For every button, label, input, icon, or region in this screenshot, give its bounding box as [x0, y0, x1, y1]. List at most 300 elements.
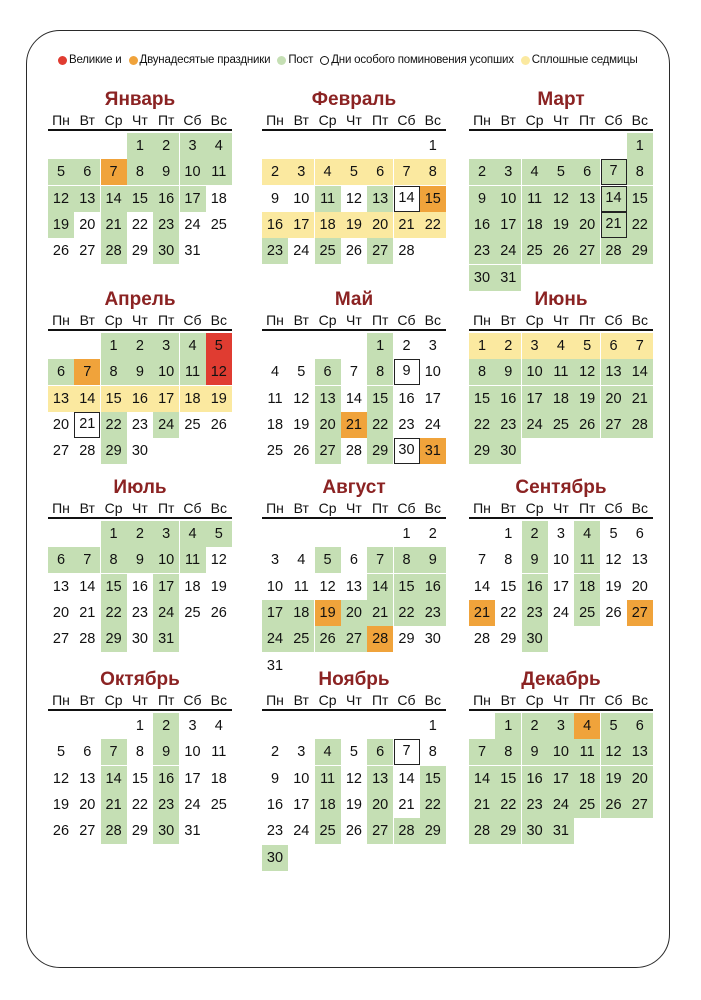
day-cell: 24	[293, 243, 310, 260]
day-cell: 26	[210, 604, 227, 621]
day-cell: 16	[495, 386, 521, 412]
weekday-header: Сб	[183, 692, 202, 708]
day-cell: 3	[180, 133, 206, 159]
day-cell: 18	[315, 212, 341, 238]
day-cell: 20	[574, 212, 600, 238]
day-cell: 6	[627, 713, 653, 739]
red-dot-icon	[58, 56, 67, 65]
month-title: Декабрь	[521, 669, 601, 690]
month-calendar	[262, 670, 446, 870]
weekday-header: Ср	[318, 500, 337, 516]
day-cell: 4	[214, 718, 223, 734]
day-cell: 28	[101, 238, 127, 264]
day-cell: 23	[131, 604, 148, 621]
day-cell: 4	[315, 739, 341, 765]
day-cell: 22	[394, 600, 420, 626]
day-cell: 28	[79, 443, 96, 460]
day-cell: 8	[127, 159, 153, 185]
day-cell: 27	[79, 823, 96, 840]
day-cell: 9	[394, 359, 420, 385]
day-cell: 2	[522, 713, 548, 739]
day-cell: 8	[420, 159, 446, 185]
day-cell: 21	[367, 600, 393, 626]
day-cell: 17	[548, 766, 574, 792]
day-cell: 6	[48, 359, 74, 385]
day-cell: 21	[469, 600, 495, 626]
day-cell: 16	[153, 766, 179, 792]
day-cell: 23	[131, 416, 148, 433]
weekday-header: Ср	[104, 500, 123, 516]
day-cell: 29	[398, 631, 415, 648]
day-cell: 7	[74, 547, 100, 573]
day-cell: 22	[420, 792, 446, 818]
legend-label: Пост	[288, 54, 314, 66]
weekday-header: Сб	[604, 312, 623, 328]
weekday-header: Вт	[293, 500, 309, 516]
header-rule	[48, 709, 232, 711]
day-cell: 3	[188, 718, 197, 734]
day-cell: 5	[601, 713, 627, 739]
day-cell: 26	[548, 238, 574, 264]
weekday-header: Вс	[424, 692, 441, 708]
weekday-header: Ср	[525, 500, 544, 516]
day-cell: 24	[495, 238, 521, 264]
day-cell: 26	[52, 243, 70, 260]
day-cell: 7	[477, 552, 487, 569]
weekday-header: Вс	[424, 112, 441, 128]
day-cell: 1	[101, 333, 127, 359]
day-cell: 8	[504, 552, 513, 569]
weekday-header: Пн	[266, 312, 284, 328]
day-cell: 30	[262, 845, 288, 871]
day-cell: 20	[52, 416, 70, 433]
weekday-header: Вс	[210, 692, 227, 708]
month-calendar	[48, 90, 232, 290]
orange-dot-icon	[129, 56, 138, 65]
day-cell: 16	[398, 390, 415, 407]
weekday-header: Сб	[604, 500, 623, 516]
day-cell: 22	[500, 604, 517, 621]
day-cell: 21	[627, 386, 653, 412]
day-cell: 5	[609, 526, 618, 542]
day-cell: 2	[262, 159, 288, 185]
day-cell: 16	[153, 186, 179, 212]
day-cell: 3	[428, 338, 437, 354]
legend-item-great	[58, 54, 122, 66]
day-cell: 1	[428, 718, 437, 734]
day-cell: 23	[522, 792, 548, 818]
weekday-header: Вс	[210, 112, 227, 128]
month-calendar	[469, 90, 653, 290]
day-cell: 24	[184, 796, 201, 813]
day-cell: 19	[601, 766, 627, 792]
day-cell: 10	[293, 190, 310, 207]
day-cell: 10	[184, 744, 201, 761]
weekday-header: Пн	[473, 500, 491, 516]
day-cell: 10	[266, 578, 284, 595]
weekday-header: Пт	[371, 112, 389, 128]
day-cell: 22	[627, 212, 653, 238]
day-cell: 21	[101, 792, 127, 818]
day-cell: 7	[101, 739, 127, 765]
day-cell: 22	[495, 792, 521, 818]
day-cell: 13	[601, 359, 627, 385]
day-cell: 9	[127, 359, 153, 385]
day-cell: 10	[153, 547, 179, 573]
day-cell: 10	[293, 770, 310, 787]
day-cell: 8	[101, 547, 127, 573]
day-cell: 31	[266, 657, 284, 674]
day-cell: 1	[469, 333, 495, 359]
day-cell: 1	[367, 333, 393, 359]
day-cell: 21	[101, 212, 127, 238]
day-cell: 26	[345, 243, 362, 260]
day-cell: 20	[341, 600, 367, 626]
day-cell: 2	[153, 133, 179, 159]
day-cell: 26	[210, 416, 227, 433]
day-cell: 12	[548, 186, 574, 212]
day-cell: 29	[101, 438, 127, 464]
day-cell: 10	[495, 186, 521, 212]
yellow-dot-icon	[521, 56, 530, 65]
weekday-header: Пт	[157, 312, 175, 328]
day-cell: 26	[52, 823, 70, 840]
day-cell: 18	[315, 792, 341, 818]
day-cell: 9	[127, 547, 153, 573]
day-cell: 31	[184, 243, 201, 260]
day-cell: 4	[548, 333, 574, 359]
day-cell: 16	[266, 796, 284, 813]
weekday-header: Сб	[604, 692, 623, 708]
day-cell: 2	[469, 159, 495, 185]
day-cell: 6	[635, 526, 644, 542]
day-cell: 7	[74, 359, 100, 385]
day-cell: 3	[522, 333, 548, 359]
day-cell: 17	[153, 574, 179, 600]
day-cell: 24	[424, 416, 441, 433]
weekday-header: Пн	[52, 500, 70, 516]
day-cell: 4	[270, 364, 280, 381]
day-cell: 1	[627, 133, 653, 159]
day-cell: 15	[101, 386, 127, 412]
day-cell: 1	[428, 138, 437, 154]
month-calendar	[48, 478, 232, 678]
weekday-header: Пн	[52, 312, 70, 328]
day-cell: 20	[367, 792, 393, 818]
day-cell: 31	[184, 823, 201, 840]
day-cell: 24	[153, 600, 179, 626]
weekday-header: Вт	[500, 500, 516, 516]
weekday-header: Чт	[553, 112, 569, 128]
day-cell: 10	[552, 552, 569, 569]
day-cell: 5	[349, 744, 358, 761]
day-cell: 20	[627, 766, 653, 792]
weekday-header: Вс	[210, 500, 227, 516]
day-cell: 6	[349, 552, 358, 569]
day-cell: 14	[601, 186, 627, 212]
day-cell: 9	[270, 770, 280, 787]
month-calendar	[48, 290, 232, 490]
day-cell: 23	[495, 412, 521, 438]
day-cell: 1	[127, 133, 153, 159]
day-cell: 2	[127, 521, 153, 547]
day-cell: 12	[319, 578, 336, 595]
day-cell: 11	[315, 766, 341, 792]
header-rule	[469, 709, 653, 711]
weekday-header: Ср	[525, 112, 544, 128]
day-cell: 13	[367, 766, 393, 792]
hollow-circle-icon	[320, 56, 329, 65]
day-cell: 18	[522, 212, 548, 238]
legend-label: Великие и	[69, 54, 122, 66]
day-cell: 15	[420, 766, 446, 792]
day-cell: 14	[345, 390, 362, 407]
weekday-header: Вт	[293, 692, 309, 708]
weekday-header: Пн	[473, 112, 491, 128]
day-cell: 4	[574, 713, 600, 739]
day-cell: 25	[315, 818, 341, 844]
day-cell: 19	[206, 386, 232, 412]
day-cell: 7	[349, 364, 358, 381]
day-cell: 18	[548, 386, 574, 412]
day-cell: 26	[601, 792, 627, 818]
day-cell: 12	[210, 552, 227, 569]
day-cell: 19	[345, 796, 362, 813]
day-cell: 7	[601, 159, 627, 185]
day-cell: 27	[52, 631, 70, 648]
weekday-header: Пн	[266, 112, 284, 128]
day-cell: 13	[315, 386, 341, 412]
day-cell: 6	[74, 159, 100, 185]
day-cell: 25	[574, 600, 600, 626]
weekday-header: Вт	[79, 500, 95, 516]
day-cell: 27	[367, 238, 393, 264]
weekday-header: Вс	[424, 312, 441, 328]
day-cell: 11	[574, 739, 600, 765]
day-cell: 20	[631, 578, 648, 595]
day-cell: 9	[153, 739, 179, 765]
day-cell: 31	[153, 626, 179, 652]
day-cell: 10	[548, 739, 574, 765]
day-cell: 22	[101, 412, 127, 438]
day-cell: 17	[184, 770, 201, 787]
day-cell: 14	[394, 186, 420, 212]
day-cell: 27	[574, 238, 600, 264]
weekday-header: Вт	[79, 112, 95, 128]
day-cell: 30	[153, 818, 179, 844]
day-cell: 8	[495, 739, 521, 765]
weekday-header: Сб	[183, 112, 202, 128]
day-cell: 24	[184, 216, 201, 233]
day-cell: 30	[131, 443, 148, 460]
day-cell: 20	[79, 796, 96, 813]
weekday-header: Вс	[210, 312, 227, 328]
day-cell: 15	[627, 186, 653, 212]
month-title: Апрель	[104, 289, 176, 310]
day-cell: 22	[367, 412, 393, 438]
month-title: Июль	[113, 477, 167, 498]
day-cell: 12	[52, 770, 70, 787]
day-cell: 19	[48, 212, 74, 238]
day-cell: 20	[601, 386, 627, 412]
day-cell: 5	[574, 333, 600, 359]
header-rule	[469, 517, 653, 519]
day-cell: 9	[420, 547, 446, 573]
weekday-header: Ср	[104, 112, 123, 128]
day-cell: 25	[548, 412, 574, 438]
day-cell: 11	[180, 547, 206, 573]
day-cell: 18	[288, 600, 314, 626]
day-cell: 28	[601, 238, 627, 264]
day-cell: 25	[522, 238, 548, 264]
day-cell: 16	[131, 578, 148, 595]
month-title: Март	[537, 89, 585, 110]
weekday-header: Пт	[371, 312, 389, 328]
weekday-header: Ср	[318, 112, 337, 128]
day-cell: 8	[469, 359, 495, 385]
day-cell: 25	[210, 796, 227, 813]
day-cell: 12	[293, 390, 310, 407]
day-cell: 25	[210, 216, 227, 233]
day-cell: 8	[101, 359, 127, 385]
day-cell: 14	[74, 386, 100, 412]
month-calendar	[262, 90, 446, 290]
day-cell: 6	[48, 547, 74, 573]
day-cell: 30	[424, 631, 441, 648]
day-cell: 1	[402, 526, 411, 542]
header-rule	[469, 129, 653, 131]
day-cell: 13	[627, 739, 653, 765]
day-cell: 7	[394, 739, 420, 765]
day-cell: 18	[266, 416, 284, 433]
day-cell: 19	[315, 600, 341, 626]
weekday-header: Пн	[473, 692, 491, 708]
day-cell: 22	[420, 212, 446, 238]
day-cell: 17	[293, 796, 310, 813]
day-cell: 6	[601, 333, 627, 359]
day-cell: 30	[131, 631, 148, 648]
day-cell: 27	[367, 818, 393, 844]
day-cell: 1	[504, 526, 513, 542]
day-cell: 18	[210, 190, 227, 207]
day-cell: 28	[473, 631, 491, 648]
day-cell: 30	[522, 626, 548, 652]
legend-item-twelve	[129, 54, 271, 66]
day-cell: 5	[548, 159, 574, 185]
day-cell: 25	[184, 604, 201, 621]
header-rule	[262, 129, 446, 131]
day-cell: 9	[522, 739, 548, 765]
day-cell: 6	[367, 739, 393, 765]
day-cell: 21	[79, 604, 96, 621]
weekday-header: Чт	[553, 312, 569, 328]
day-cell: 10	[153, 359, 179, 385]
day-cell: 29	[469, 438, 495, 464]
day-cell: 19	[341, 212, 367, 238]
weekday-header: Пт	[371, 692, 389, 708]
day-cell: 28	[101, 818, 127, 844]
day-cell: 2	[495, 333, 521, 359]
day-cell: 21	[394, 212, 420, 238]
day-cell: 21	[601, 212, 627, 238]
day-cell: 11	[206, 159, 232, 185]
day-cell: 3	[297, 744, 306, 761]
day-cell: 29	[420, 818, 446, 844]
day-cell: 14	[367, 574, 393, 600]
day-cell: 19	[52, 796, 70, 813]
weekday-header: Сб	[604, 112, 623, 128]
day-cell: 26	[345, 823, 362, 840]
day-cell: 11	[180, 359, 206, 385]
header-rule	[262, 517, 446, 519]
day-cell: 4	[180, 521, 206, 547]
day-cell: 27	[315, 438, 341, 464]
day-cell: 15	[500, 578, 517, 595]
day-cell: 19	[574, 386, 600, 412]
day-cell: 13	[79, 770, 96, 787]
day-cell: 15	[131, 770, 148, 787]
weekday-header: Пн	[473, 312, 491, 328]
day-cell: 14	[469, 766, 495, 792]
weekday-header: Вт	[500, 312, 516, 328]
day-cell: 25	[315, 238, 341, 264]
day-cell: 17	[552, 578, 569, 595]
day-cell: 19	[548, 212, 574, 238]
day-cell: 4	[315, 159, 341, 185]
header-rule	[469, 329, 653, 331]
weekday-header: Ср	[318, 692, 337, 708]
day-cell: 8	[428, 744, 437, 761]
legend-item-fast	[277, 54, 313, 66]
day-cell: 6	[315, 359, 341, 385]
weekday-header: Пт	[578, 692, 596, 708]
day-cell: 14	[627, 359, 653, 385]
day-cell: 6	[574, 159, 600, 185]
day-cell: 5	[315, 547, 341, 573]
header-rule	[48, 129, 232, 131]
weekday-header: Чт	[346, 312, 362, 328]
day-cell: 2	[522, 521, 548, 547]
day-cell: 14	[101, 766, 127, 792]
day-cell: 15	[469, 386, 495, 412]
day-cell: 9	[469, 186, 495, 212]
month-calendar	[262, 290, 446, 490]
day-cell: 8	[135, 744, 144, 761]
day-cell: 18	[574, 574, 600, 600]
day-cell: 15	[367, 386, 393, 412]
weekday-header: Чт	[346, 112, 362, 128]
day-cell: 11	[522, 186, 548, 212]
day-cell: 29	[627, 238, 653, 264]
day-cell: 10	[424, 364, 441, 381]
day-cell: 31	[548, 818, 574, 844]
day-cell: 13	[574, 186, 600, 212]
day-cell: 13	[631, 552, 648, 569]
weekday-header: Сб	[397, 312, 416, 328]
day-cell: 13	[367, 186, 393, 212]
day-cell: 19	[293, 416, 310, 433]
day-cell: 13	[48, 386, 74, 412]
weekday-header: Пн	[52, 692, 70, 708]
day-cell: 17	[262, 600, 288, 626]
weekday-header: Сб	[183, 500, 202, 516]
weekday-header: Чт	[132, 692, 148, 708]
day-cell: 11	[315, 186, 341, 212]
day-cell: 13	[74, 186, 100, 212]
weekday-header: Чт	[132, 500, 148, 516]
day-cell: 28	[394, 818, 420, 844]
day-cell: 9	[153, 159, 179, 185]
